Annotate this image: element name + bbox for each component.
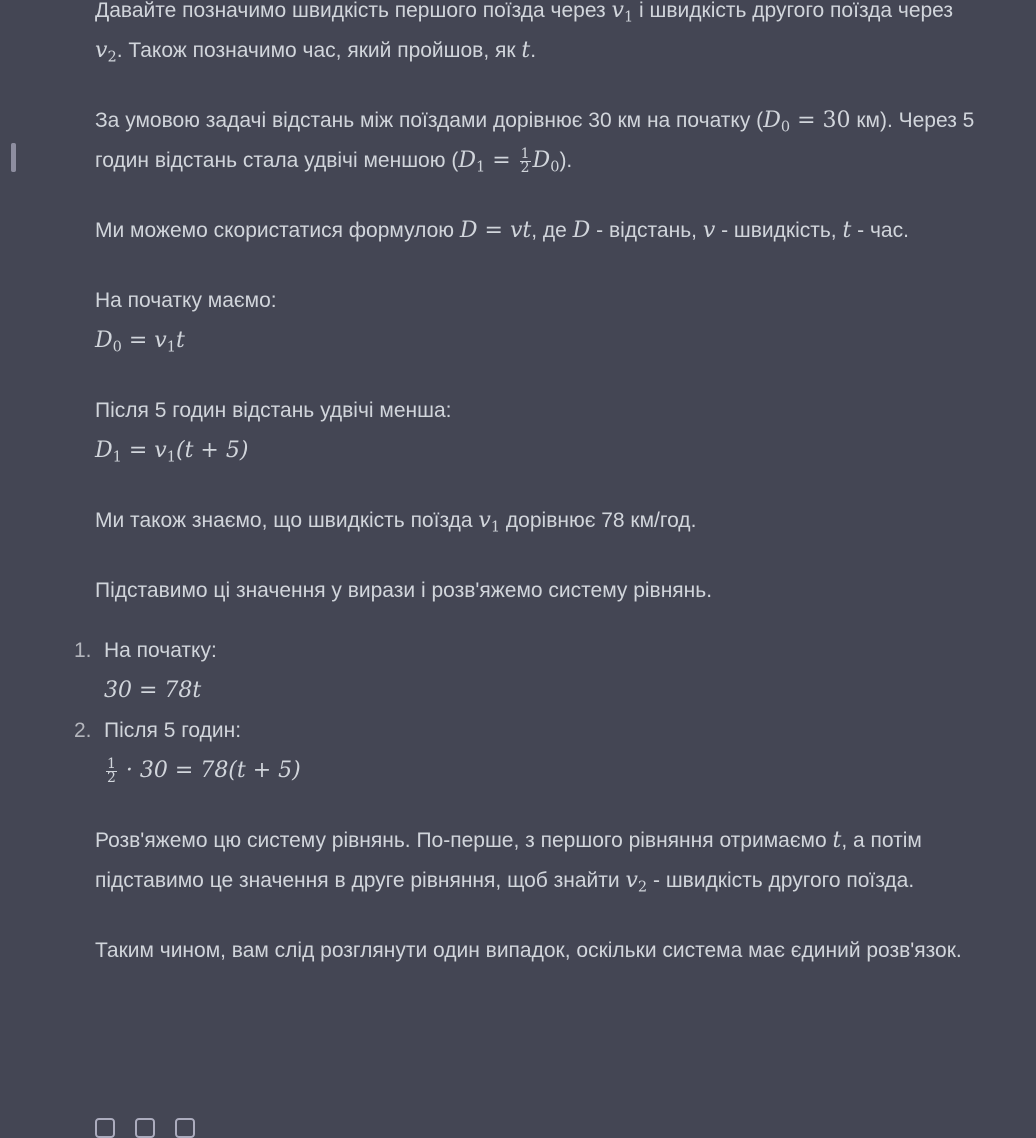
text: Розв'яжемо цю систему рівнянь. По-перше, з першого рівняння отримаємо bbox=[95, 829, 833, 852]
list-marker: 2. bbox=[74, 719, 92, 742]
paragraph-initial bbox=[95, 281, 975, 361]
math-display-d1: $D_1 = v_1(t + 5)$ bbox=[95, 438, 249, 466]
math-d1: $D_1$ bbox=[458, 148, 486, 176]
text: - відстань, bbox=[590, 219, 703, 242]
math-v2: $v_2$ bbox=[625, 868, 648, 896]
math-v2: $v_2$ bbox=[95, 38, 117, 66]
list-item bbox=[64, 631, 975, 711]
math-eq: = bbox=[485, 148, 518, 173]
math-formula: D = vt bbox=[459, 218, 532, 243]
math-D: D bbox=[572, 218, 591, 243]
text: Ми можемо скористатися формулою bbox=[95, 219, 460, 242]
fraction: $\frac{1}{2}$ bbox=[520, 145, 530, 176]
text: Давайте позначимо швидкість першого поїзда через bbox=[95, 0, 612, 22]
paragraph-conclusion: Таким чином, вам слід розглянути один випадок, оскільки система має єдиний розв'язок. bbox=[95, 939, 962, 962]
list-marker: 1. bbox=[74, 639, 92, 662]
fraction: $\frac{1}{2}$ bbox=[107, 755, 116, 786]
text: . bbox=[530, 39, 537, 62]
math-v: v bbox=[702, 218, 716, 243]
paragraph-formula bbox=[95, 211, 975, 251]
thumbs-up-icon[interactable] bbox=[135, 1118, 155, 1138]
math-display: $\frac{1}{2}$ · 30 = 78(t + 5) bbox=[107, 755, 301, 786]
text: - час. bbox=[851, 219, 909, 242]
text: Ми також знаємо, що швидкість поїзда bbox=[95, 509, 479, 532]
text: Після 5 годин: bbox=[104, 719, 242, 742]
text: . Також позначимо час, який пройшов, як bbox=[116, 39, 522, 62]
assistant-message bbox=[74, 0, 975, 1001]
paragraph-speed-known bbox=[95, 501, 975, 541]
thumbs-down-icon[interactable] bbox=[175, 1118, 195, 1138]
math-d0: $D_0$ bbox=[532, 148, 560, 176]
math-eq: = 30 bbox=[790, 108, 851, 133]
text: ). bbox=[559, 149, 573, 172]
math-t: t bbox=[842, 218, 852, 243]
paragraph-conditions bbox=[95, 101, 975, 181]
text: , де bbox=[531, 219, 573, 242]
copy-icon[interactable] bbox=[95, 1118, 115, 1138]
math-display: 30 = 78t bbox=[104, 678, 202, 703]
paragraph-after-5h bbox=[95, 391, 975, 471]
text: і швидкість другого поїзда через bbox=[633, 0, 954, 22]
math-t: t bbox=[832, 828, 842, 853]
text: За умовою задачі відстань між поїздами дорівнює 30 км на початку ( bbox=[95, 109, 764, 132]
text: - швидкість другого поїзда. bbox=[647, 869, 915, 892]
math-v1: $v_1$ bbox=[611, 0, 634, 26]
list-item bbox=[64, 711, 975, 791]
paragraph-substitute: Підставимо ці значення у вирази і розв'яжемо систему рівнянь. bbox=[95, 579, 713, 602]
scroll-marker[interactable] bbox=[11, 143, 16, 172]
paragraph-solve bbox=[95, 821, 975, 901]
math-v1: $v_1$ bbox=[478, 508, 501, 536]
text: , а потім підставимо це значення в друге рівняння, щоб знайти bbox=[95, 829, 922, 892]
text: км). Через 5 годин відстань стала удвічі меншою ( bbox=[95, 109, 975, 172]
math-d0: $D_0$ bbox=[763, 108, 791, 136]
message-actions bbox=[95, 1118, 195, 1138]
text: На початку маємо: bbox=[95, 289, 277, 312]
text: дорівнює 78 км/год. bbox=[500, 509, 697, 532]
text: - швидкість, bbox=[715, 219, 843, 242]
text: Після 5 годин відстань удвічі менша: bbox=[95, 399, 452, 422]
math-display-d0: $D_0 = v_1t$ bbox=[95, 328, 185, 356]
math-t: t bbox=[521, 38, 531, 63]
paragraph-define-variables bbox=[95, 0, 975, 71]
text: На початку: bbox=[104, 639, 217, 662]
equation-list bbox=[64, 631, 975, 791]
